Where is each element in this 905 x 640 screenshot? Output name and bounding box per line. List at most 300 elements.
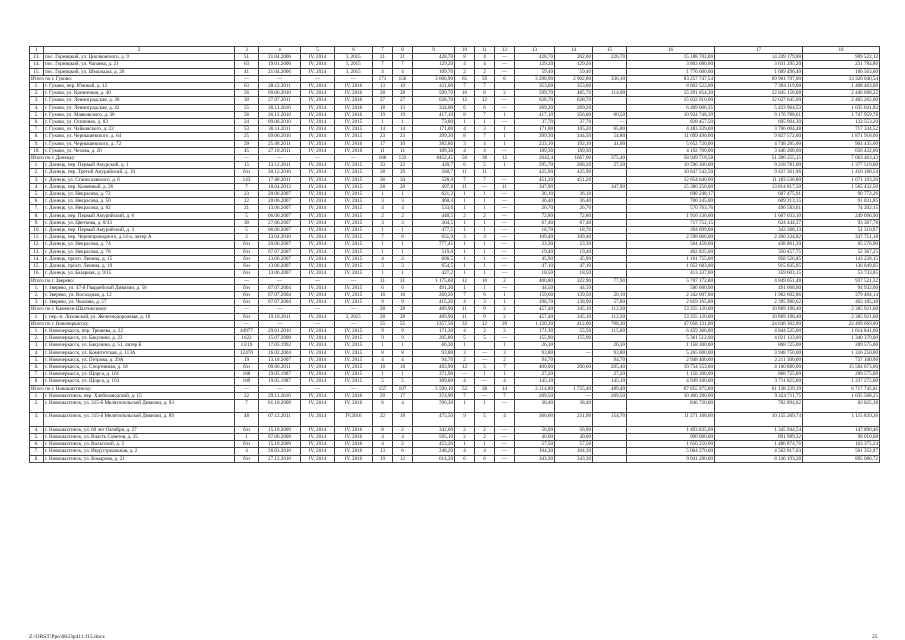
table-cell: 366,60 (515, 413, 555, 426)
table-cell: 519,6 (413, 248, 455, 255)
table-cell: 105,20 (555, 126, 593, 133)
table-cell: 2 (475, 426, 495, 433)
table-cell: 1 486 874,76 (715, 441, 803, 448)
table-cell: 94,70 (413, 356, 455, 363)
table-cell: 15. (30, 263, 44, 270)
table-cell: 2. (30, 90, 44, 97)
table-cell: 2 859 165,80 (627, 299, 715, 306)
table-cell: 411,00 (413, 83, 455, 90)
address-cell: г. Новошахтинск, пер. Хлебозаводской, д. 15 (44, 392, 235, 399)
table-cell: 2 (495, 356, 515, 363)
table-cell: 1 (495, 133, 515, 140)
table-cell: 4 (373, 68, 393, 75)
table-cell: 22 (235, 198, 259, 205)
table-cell (593, 191, 627, 198)
table-cell: 2 962,80 (555, 75, 593, 82)
address-cell: г. Новочеркасск, ул. Петрова, д. 29А (44, 356, 235, 363)
table-cell: 7 (475, 133, 495, 140)
table-cell: 1 101 755,00 (627, 255, 715, 262)
table-cell: — (335, 75, 373, 82)
table-cell (555, 183, 593, 190)
table-cell: 13.06.2007 (259, 255, 301, 262)
table-cell: 504 458,00 (627, 241, 715, 248)
table-cell: 10 (475, 277, 495, 284)
table-row (30, 363, 880, 370)
table-cell: 147 890,46 (803, 426, 880, 433)
table-cell: IV, 2015 (335, 183, 373, 190)
table-cell: 3 (455, 140, 475, 147)
table-cell: — (259, 385, 301, 392)
table-cell: IV, 2015 (335, 371, 373, 378)
table-cell: 27,20 (515, 371, 555, 378)
table-cell: 654,5 (413, 263, 455, 270)
table-cell: — (335, 385, 373, 392)
column-number-cell: 6 (335, 47, 373, 54)
table-cell: 09.06.2010 (259, 119, 301, 126)
table-row (30, 371, 880, 378)
table-cell: 202,00 (555, 54, 593, 61)
table-cell: 90 772,26 (803, 191, 880, 198)
table-cell: 61 138 229,19 (715, 385, 803, 392)
table-cell: 2 (393, 441, 413, 448)
table-cell: 2 (475, 327, 495, 334)
address-cell: г. Новошахтинск, ул. Власть Советов, д. 25 (44, 433, 235, 440)
table-cell: — (495, 176, 515, 183)
table-cell: 4 (373, 441, 393, 448)
table-cell: 4 849 651,48 (715, 277, 803, 284)
table-cell: б/н (235, 363, 259, 370)
table-row (30, 299, 880, 306)
table-cell: 10 (455, 90, 475, 97)
table-cell: 425,90 (555, 169, 593, 176)
table-cell: 1 (495, 126, 515, 133)
table-cell: 1 (393, 119, 413, 126)
table-cell: IV, 2014 (301, 399, 335, 412)
table-cell: 347,90 (515, 183, 555, 190)
table-cell: 18,70 (555, 227, 593, 234)
table-cell: 1 (495, 140, 515, 147)
table-cell: 420,7 (413, 162, 455, 169)
table-cell: 374,90 (413, 392, 455, 399)
table-cell: 19.05.1987 (259, 378, 301, 385)
table-cell: 27,50 (593, 162, 627, 169)
table-cell: 1 (475, 399, 495, 412)
column-number-cell: 1 (30, 47, 44, 54)
table-cell: 53 (235, 126, 259, 133)
table-cell: IV, 2014 (301, 291, 335, 298)
table-cell: 44977 (235, 327, 259, 334)
table-cell: IV, 2014 (301, 162, 335, 169)
table-row (30, 205, 880, 212)
table-cell: 1 (455, 198, 475, 205)
table-cell: 29.01.2010 (259, 327, 301, 334)
table-cell: IV, 2016 (335, 433, 373, 440)
table-cell: IV, 2014 (301, 327, 335, 334)
table-cell: 607 475,91 (715, 191, 803, 198)
table-cell: 6 469 006,35 (627, 104, 715, 111)
table-cell: 29 (393, 169, 413, 176)
table-cell: IV, 2015 (335, 299, 373, 306)
address-cell: г. Донецк, ул. Некрасова, д. 72 (44, 191, 235, 198)
table-cell: 136 849,05 (803, 263, 880, 270)
table-cell: 2 446 698,22 (803, 90, 880, 97)
table-cell: 59,40 (515, 68, 555, 75)
table-cell: 496 583,61 (715, 205, 803, 212)
table-cell (593, 241, 627, 248)
address-cell: г. Новошахтинск, ул. 315-й Мелитопольской Дивизии, д. 83 (44, 399, 235, 412)
table-cell: — (475, 378, 495, 385)
column-number-cell: 7 (373, 47, 393, 54)
table-cell: 1 (455, 342, 475, 349)
table-cell: 15.07.2008 (259, 335, 301, 342)
subtotal-row (30, 277, 880, 284)
table-cell: 304,5 (413, 219, 455, 226)
table-cell: 129,20 (413, 61, 455, 68)
table-cell: 1 (373, 270, 393, 277)
table-cell: 38,40 (515, 399, 555, 412)
table-cell: — (593, 119, 627, 126)
table-cell: 4 949 100,00 (627, 378, 715, 385)
table-cell: — (301, 155, 335, 162)
table-cell: 6 (373, 399, 393, 412)
table-cell: 104,30 (515, 448, 555, 455)
table-cell: — (495, 455, 515, 462)
table-row (30, 234, 880, 241)
table-cell: 31 (373, 277, 393, 284)
address-cell: г. Донецк, пер. Кожевный, д. 26 (44, 183, 235, 190)
table-cell: 26.12.2010 (259, 111, 301, 118)
table-cell: 7 (475, 176, 495, 183)
table-cell: 28 (393, 306, 413, 313)
table-cell: 2 (495, 90, 515, 97)
table-cell: — (259, 277, 301, 284)
table-cell: 2 (393, 212, 413, 219)
table-cell: — (259, 320, 301, 327)
table-cell: 1 377 519,00 (803, 162, 880, 169)
table-cell: 2 (495, 277, 515, 284)
table-cell: 4 (393, 433, 413, 440)
table-cell: 9 437 361,96 (715, 169, 803, 176)
table-cell (555, 342, 593, 349)
table-cell: 2 260 334,82 (715, 234, 803, 241)
table-cell: 895 086,72 (803, 455, 880, 462)
table-cell: — (335, 306, 373, 313)
table-cell: 3 (393, 219, 413, 226)
table-row (30, 198, 880, 205)
table-cell: 3 (373, 198, 393, 205)
table-row (30, 140, 880, 147)
table-cell: 2 211 300,00 (715, 356, 803, 363)
table-cell: 356,60 (555, 111, 593, 118)
table-cell: 200,60 (555, 363, 593, 370)
table-cell: 69 961 707,00 (715, 75, 803, 82)
table-cell: — (495, 227, 515, 234)
table-cell: 1 (373, 248, 393, 255)
table-cell: 4 (373, 255, 393, 262)
table-cell: 695 904,30 (715, 119, 803, 126)
table-cell: 3 (455, 349, 475, 356)
table-row (30, 119, 880, 126)
table-cell: IV, 2016 (335, 83, 373, 90)
table-cell: 4 (455, 61, 475, 68)
table-row (30, 97, 880, 104)
table-cell: IV, 2016 (335, 104, 373, 111)
table-cell: б/н (235, 426, 259, 433)
table-cell: 606,5 (413, 255, 455, 262)
table-cell: I, 2015 (335, 61, 373, 68)
table-cell: 107 (393, 385, 413, 392)
table-cell: 19.01.2006 (259, 61, 301, 68)
table-cell: 29.11.2010 (259, 392, 301, 399)
table-cell: 27.06.2007 (259, 219, 301, 226)
table-cell: 1 (475, 441, 495, 448)
table-cell: 26,70 (555, 205, 593, 212)
table-cell: 3. (30, 97, 44, 104)
table-cell: 93 307,78 (803, 219, 880, 226)
table-cell: 1 (393, 191, 413, 198)
table-cell (593, 284, 627, 291)
table-cell: 8. (30, 133, 44, 140)
table-cell: 3 (373, 263, 393, 270)
table-cell: 3 (373, 219, 393, 226)
table-cell: IV, 2014 (301, 140, 335, 147)
table-row (30, 349, 880, 356)
table-cell: 428,70 (413, 54, 455, 61)
table-cell: 1 (393, 342, 413, 349)
table-cell: 27 (373, 97, 393, 104)
table-cell: 599,70 (413, 90, 455, 97)
table-cell: IV, 2014 (301, 227, 335, 234)
table-cell: 7 (373, 234, 393, 241)
table-cell: 491 068,00 (715, 284, 803, 291)
table-cell: — (301, 277, 335, 284)
table-cell: 26.02.2004 (259, 349, 301, 356)
table-cell: — (235, 385, 259, 392)
table-cell: 868 725,00 (715, 342, 803, 349)
address-cell: пос. Горняцкий, ул. Чапаева, д. 21 (44, 61, 235, 68)
table-cell: 737 100,00 (803, 356, 880, 363)
table-cell: 27,20 (593, 371, 627, 378)
table-cell: 2 342 007,00 (627, 291, 715, 298)
table-cell: б/н (235, 299, 259, 306)
table-cell: 1 340 379,00 (803, 335, 880, 342)
table-cell: 20.06.2007 (259, 241, 301, 248)
address-cell: г. Новочеркасск, ул. Щорса, д. 161 (44, 371, 235, 378)
table-cell: 77,90 (593, 277, 627, 284)
table-row (30, 426, 880, 433)
table-cell: 28 (373, 306, 393, 313)
table-cell: 171,30 (413, 327, 455, 334)
table-cell: IV, 2014 (301, 342, 335, 349)
table-cell: 196,70 (515, 299, 555, 306)
table-cell: 60,50 (593, 111, 627, 118)
table-cell: 6 (455, 455, 475, 462)
table-cell: 3. (30, 299, 44, 306)
table-cell: 8 (373, 349, 393, 356)
table-cell: 32 (455, 320, 475, 327)
table-row (30, 335, 880, 342)
table-cell (593, 147, 627, 154)
table-cell: 2 405 265,00 (803, 97, 880, 104)
table-cell: — (495, 97, 515, 104)
table-cell: 5 652 720,00 (627, 140, 715, 147)
table-cell: 11 (495, 183, 515, 190)
table-cell: 4 (393, 68, 413, 75)
table-cell: 56 (235, 111, 259, 118)
table-cell: 20 (373, 392, 393, 399)
address-cell: г. Новошахтинск, ул. Комарова, д. 21 (44, 455, 235, 462)
table-cell (593, 198, 627, 205)
table-cell: 10 596 300,00 (627, 162, 715, 169)
table-cell: 412,00 (555, 320, 593, 327)
table-cell (593, 399, 627, 412)
table-cell: 1. (30, 83, 44, 90)
table-cell: IV, 2014 (301, 205, 335, 212)
table-cell: IV, 2016 (335, 448, 373, 455)
table-cell: 11 271 108,00 (627, 413, 715, 426)
table-cell: 6. (30, 198, 44, 205)
table-cell: 36,40 (515, 198, 555, 205)
table-cell: 8 (455, 133, 475, 140)
table-cell: 382,80 (413, 140, 455, 147)
table-cell: 9 (373, 327, 393, 334)
table-cell: 65 576,90 (803, 241, 880, 248)
table-cell (555, 356, 593, 363)
table-cell: 1 (373, 227, 393, 234)
table-cell: 2 (393, 255, 413, 262)
table-cell: 2 (455, 356, 475, 363)
address-cell: г. Новочеркасск, ул. Бакунина, д. 51, литер Б (44, 342, 235, 349)
table-cell: 30.11.2011 (259, 126, 301, 133)
table-row (30, 162, 880, 169)
table-cell: 27.07.2011 (259, 97, 301, 104)
table-cell: 7 (495, 392, 515, 399)
table-cell: 9 (373, 299, 393, 306)
table-cell: 231 784,80 (803, 61, 880, 68)
table-cell: 47 058 131,00 (627, 320, 715, 327)
table-cell (593, 83, 627, 90)
address-cell: г. Новочеркасск, пер. Трешева, д. 22 (44, 327, 235, 334)
table-cell: 15. (30, 68, 44, 75)
table-cell: 39 (235, 140, 259, 147)
table-cell: 3 (393, 198, 413, 205)
table-cell: 4 (455, 327, 475, 334)
table-row (30, 133, 880, 140)
table-cell: 16. (30, 270, 44, 277)
table-cell: 6 (475, 455, 495, 462)
table-cell: 1 (235, 433, 259, 440)
table-cell: — (475, 183, 495, 190)
table-cell: б/н (235, 455, 259, 462)
table-cell: 1 175,60 (413, 277, 455, 284)
table-cell: 656 432,00 (803, 147, 880, 154)
table-cell: 25 (235, 133, 259, 140)
table-cell: 23 (393, 133, 413, 140)
table-cell: — (495, 147, 515, 154)
table-cell: 07.12.2011 (259, 413, 301, 426)
table-cell: 104,30 (555, 448, 593, 455)
table-cell: IV, 2014 (301, 426, 335, 433)
table-row (30, 270, 880, 277)
table-cell: 1 (495, 162, 515, 169)
table-cell: 33 (373, 162, 393, 169)
table-cell: 14 (495, 385, 515, 392)
table-cell: 2 (455, 426, 475, 433)
table-cell: 12 (495, 155, 515, 162)
table-cell: 94,70 (515, 356, 555, 363)
table-cell: 1 (393, 241, 413, 248)
table-cell: 1 (455, 441, 475, 448)
table-row (30, 176, 880, 183)
table-cell: 353,60 (555, 83, 593, 90)
table-cell: 609 213,15 (715, 198, 803, 205)
table-cell: 413 337,00 (627, 270, 715, 277)
table-cell: 09.06.2010 (259, 133, 301, 140)
table-row (30, 455, 880, 462)
table-cell: 9 424 711,75 (715, 392, 803, 399)
table-cell: IV, 2015 (335, 291, 373, 298)
table-cell: 2 (495, 327, 515, 334)
table-cell: 937 521,32 (803, 277, 880, 284)
table-cell: 06.06.2007 (259, 212, 301, 219)
table-cell: 1 (455, 119, 475, 126)
table-cell (555, 371, 593, 378)
table-cell: 11 (455, 313, 475, 320)
address-cell: г. Донецк, ул. Цветкова, д. 8/33 (44, 219, 235, 226)
table-cell: 5 433 964,53 (715, 104, 803, 111)
table-cell: 3 631 295,20 (715, 61, 803, 68)
table-cell: 1 (475, 248, 495, 255)
table-cell: 1. (30, 313, 44, 320)
address-cell: г. Новочеркасск, ул. Бакунина, д. 23 (44, 335, 235, 342)
column-number-cell: 17 (715, 47, 803, 54)
table-cell: 6 (393, 284, 413, 291)
table-cell: 21 (373, 54, 393, 61)
table-cell: 13. (30, 54, 44, 61)
table-cell: 18 (373, 363, 393, 370)
table-cell: 17.05.1992 (259, 342, 301, 349)
table-cell: IV, 2014 (301, 111, 335, 118)
table-cell: 5 (235, 212, 259, 219)
table-cell: 4 (455, 299, 475, 306)
table-cell: 18 (393, 363, 413, 370)
table-cell: 23 (373, 133, 393, 140)
table-cell: 428,70 (515, 54, 555, 61)
table-cell: IV, 2014 (301, 349, 335, 356)
table-cell: 2042,4 (515, 155, 555, 162)
subtotal-row (30, 155, 880, 162)
table-cell: 19,40 (515, 248, 555, 255)
table-cell: 2 (393, 426, 413, 433)
table-cell: б/н (235, 284, 259, 291)
table-cell: 65 (455, 75, 475, 82)
housing-program-table (29, 46, 880, 463)
table-cell (593, 97, 627, 104)
table-cell: 211,90 (555, 413, 593, 426)
table-cell: 621,2 (413, 191, 455, 198)
table-cell: IV, 2014 (301, 97, 335, 104)
table-cell: 491,30 (413, 284, 455, 291)
table-cell: 9 041 280,00 (627, 455, 715, 462)
table-cell: 19.10.2011 (259, 313, 301, 320)
table-cell: 1 614 841,00 (803, 327, 880, 334)
table-cell: 19,40 (555, 248, 593, 255)
table-cell: 28.12.2011 (259, 83, 301, 90)
table-cell: 2 (495, 306, 515, 313)
column-number-cell: 5 (301, 47, 335, 54)
table-cell: 891 989,32 (715, 433, 803, 440)
page-number: 25 (872, 634, 878, 640)
